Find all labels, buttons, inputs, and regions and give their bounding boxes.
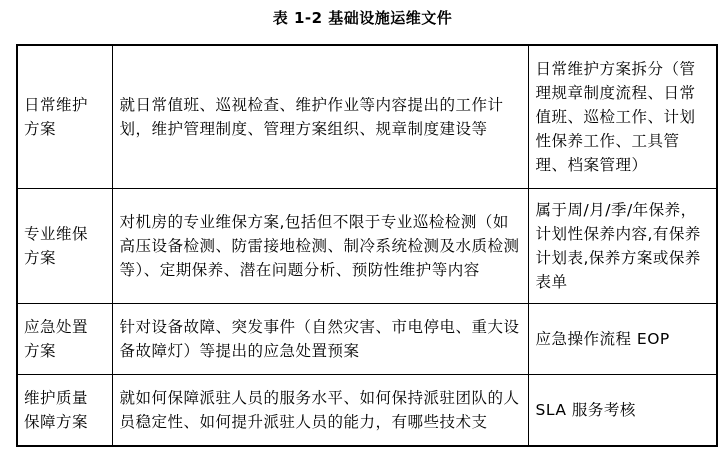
doc-type-cell: 维护质量保障方案 <box>17 374 112 446</box>
table-row <box>17 188 717 303</box>
ops-documents-table <box>16 44 718 447</box>
table-row <box>17 374 717 446</box>
doc-description-cell: 就日常值班、巡视检查、维护作业等内容提出的工作计划，维护管理制度、管理方案组织、规章制度建设等 <box>112 45 528 188</box>
doc-description-cell: 就如何保障派驻人员的服务水平、如何保持派驻团队的人员稳定性、如何提升派驻人员的能力，有哪些技术支 <box>112 374 528 446</box>
doc-deliverable-cell: 应急操作流程 EOP <box>528 303 717 374</box>
table-title: 表 1-2 基础设施运维文件 <box>272 9 453 27</box>
doc-deliverable-cell: 属于周/月/季/年保养，计划性保养内容,有保养计划表,保养方案或保养表单 <box>528 188 717 303</box>
doc-deliverable-cell: SLA 服务考核 <box>528 374 717 446</box>
doc-deliverable-cell: 日常维护方案拆分（管理规章制度流程、日常值班、巡检工作、计划性保养工作、工具管理、档案管理） <box>528 45 717 188</box>
doc-type-cell: 日常维护方案 <box>17 45 112 188</box>
table-row <box>17 45 717 188</box>
doc-type-cell: 应急处置方案 <box>17 303 112 374</box>
doc-description-cell: 针对设备故障、突发事件（自然灾害、市电停电、重大设备故障灯）等提出的应急处置预案 <box>112 303 528 374</box>
doc-type-cell: 专业维保方案 <box>17 188 112 303</box>
table-row <box>17 303 717 374</box>
doc-description-cell: 对机房的专业维保方案,包括但不限于专业巡检检测（如高压设备检测、防雷接地检测、制冷系统检测及水质检测等）、定期保养、潜在问题分析、预防性维护等内容 <box>112 188 528 303</box>
